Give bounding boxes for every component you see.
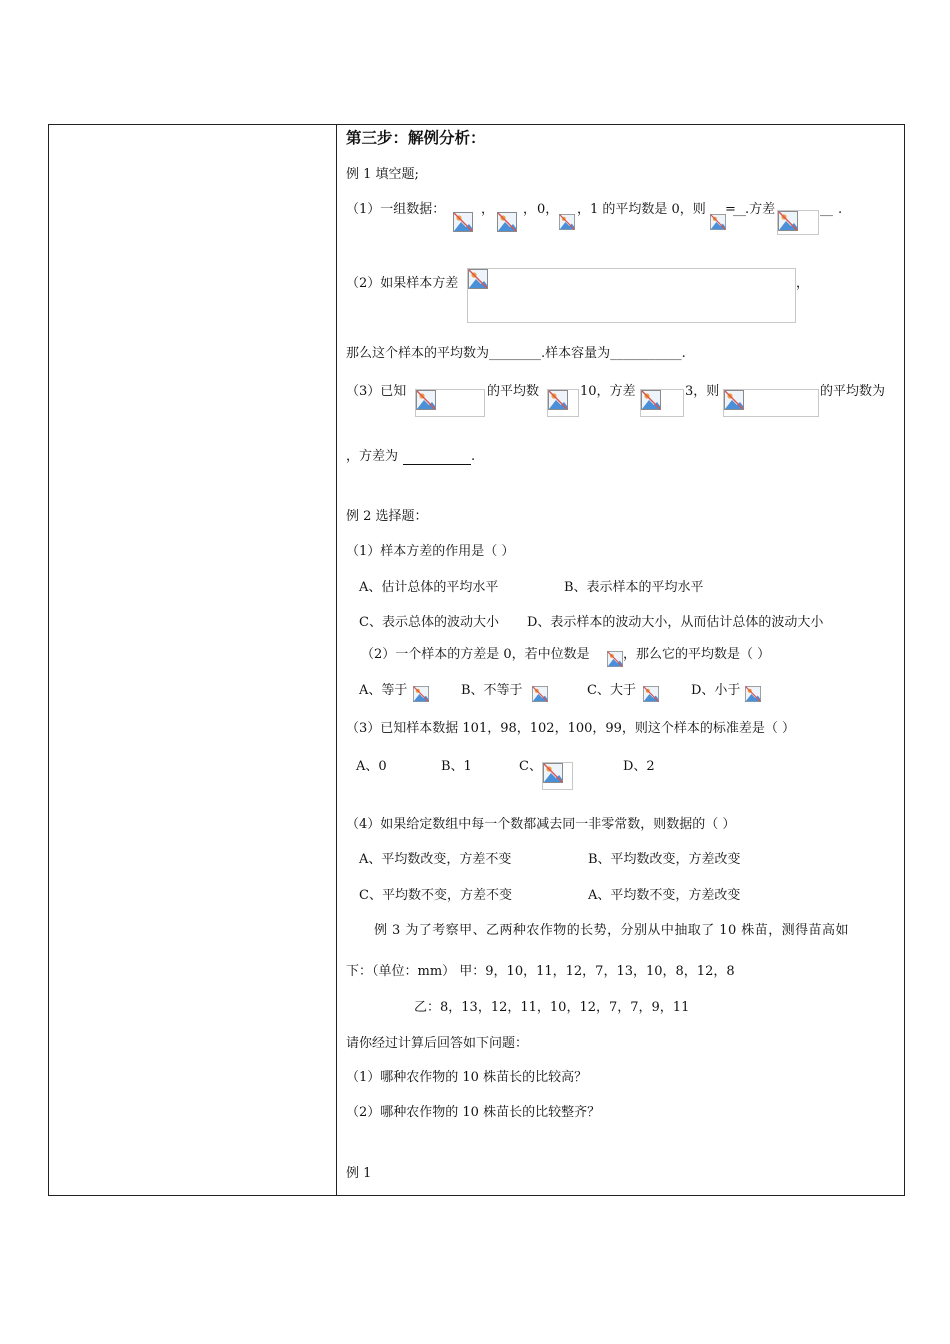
ex2-title: 例 2 选择题： xyxy=(346,509,428,524)
formula-box-large xyxy=(467,268,796,323)
ex2-q1-a: A、估计总体的平均水平 xyxy=(359,580,499,595)
comma-2: ， xyxy=(523,202,537,217)
tail-label: 例 1 xyxy=(346,1166,372,1181)
ex2-q2-stem-pre: （2）一个样本的方差是 0，若中位数是 xyxy=(361,647,590,662)
ex2-q4-a: A、平均数改变，方差不变 xyxy=(359,852,512,867)
ex2-q3-c: C、 xyxy=(519,759,542,774)
ex1-q1-mid: ，1 的平均数是 0，则 xyxy=(577,202,706,217)
line2-end: . xyxy=(471,449,476,464)
ex2-q1-c: C、表示总体的波动大小 xyxy=(359,615,499,630)
formula-box xyxy=(723,389,819,417)
formula-image-icon xyxy=(710,214,726,230)
formula-image-icon xyxy=(724,390,744,410)
ex2-q2-d: D、小于 xyxy=(691,683,741,698)
ex3-q1: （1）哪种农作物的 10 株苗长的比较高？ xyxy=(346,1070,588,1085)
formula-image-icon xyxy=(641,390,661,410)
ex3-line1: 例 3 为了考察甲、乙两种农作物的长势，分别从中抽取了 10 株苗，测得苗高如 xyxy=(374,923,849,938)
formula-image-icon xyxy=(453,212,473,232)
ex1-q2-prefix: （2）如果样本方差 xyxy=(346,276,459,291)
answer-blank-line xyxy=(403,464,471,465)
ex2-q1-stem: （1）样本方差的作用是（ ） xyxy=(346,544,515,559)
zero-value: 0， xyxy=(537,202,559,217)
variance-label: .方差 xyxy=(745,202,776,217)
formula-image-icon xyxy=(413,686,429,702)
formula-image-icon xyxy=(548,390,568,410)
formula-image-icon xyxy=(559,214,575,230)
ex2-q3-b: B、1 xyxy=(441,759,472,774)
formula-image-icon xyxy=(643,686,659,702)
ex2-q3-stem: （3）已知样本数据 101，98，102，100，99，则这个样本的标准差是（ ） xyxy=(346,721,796,736)
formula-image-icon xyxy=(745,686,761,702)
formula-image-icon xyxy=(607,651,623,667)
comma-3: ， xyxy=(796,276,810,291)
formula-box xyxy=(542,762,573,790)
ex2-q1-b: B、表示样本的平均水平 xyxy=(564,580,704,595)
formula-box xyxy=(640,389,684,417)
formula-image-icon xyxy=(543,763,563,783)
three-then: 3，则 xyxy=(685,384,720,399)
mean-label: 的平均数 xyxy=(487,384,540,399)
ex1-q1-prefix: （1）一组数据： xyxy=(346,202,446,217)
ex2-q4-c: C、平均数不变，方差不变 xyxy=(359,888,512,903)
ex2-q3-d: D、2 xyxy=(623,759,655,774)
ex2-q4-d: A、平均数不变，方差改变 xyxy=(588,888,741,903)
ex3-line2: 下：（单位：mm） 甲：9，10，11，12，7，13，10，8，12，8 xyxy=(346,964,735,979)
blank-2: __ xyxy=(820,202,833,217)
ex1-q3-prefix: （3）已知 xyxy=(346,384,407,399)
ex2-q2-b: B、不等于 xyxy=(461,683,523,698)
ex2-q4-stem: （4）如果给定数组中每一个数都减去同一非零常数，则数据的（ ） xyxy=(346,817,736,832)
formula-image-icon xyxy=(497,212,517,232)
ex2-q2-c: C、大于 xyxy=(587,683,636,698)
equals-sign: = xyxy=(725,202,736,217)
ex3-q2: （2）哪种农作物的 10 株苗长的比较整齐？ xyxy=(346,1105,601,1120)
column-divider xyxy=(336,125,337,1195)
blank-1: __ xyxy=(733,202,746,217)
ex3-line3: 乙：8，13，12，11，10，12，7，7，9，11 xyxy=(414,1000,690,1015)
step-title: 第三步：解例分析： xyxy=(346,129,486,147)
formula-box xyxy=(547,389,579,417)
mean-is: 的平均数为 xyxy=(820,384,886,399)
formula-image-icon xyxy=(532,686,548,702)
ex2-q2-a: A、等于 xyxy=(359,683,408,698)
formula-image-icon xyxy=(778,211,798,231)
formula-box xyxy=(777,210,819,235)
ex1-title: 例 1 填空题; xyxy=(346,167,419,182)
formula-box xyxy=(415,389,485,417)
formula-image-icon xyxy=(416,390,436,410)
ten-variance: 10，方差 xyxy=(580,384,636,399)
ex2-q1-d: D、表示样本的波动大小，从而估计总体的波动大小 xyxy=(527,615,824,630)
ex3-prompt: 请你经过计算后回答如下问题： xyxy=(346,1036,529,1051)
ex2-q3-a: A、0 xyxy=(356,759,387,774)
ex1-q2-line2: 那么这个样本的平均数为________.样本容量为___________. xyxy=(346,346,686,361)
ex2-q2-stem-post: ，那么它的平均数是（ ） xyxy=(623,647,771,662)
ex2-q4-b: B、平均数改变，方差改变 xyxy=(588,852,741,867)
ex1-q3-line2: ，方差为 xyxy=(346,449,399,464)
formula-image-icon xyxy=(468,269,488,289)
comma-1: ， xyxy=(481,202,495,217)
end-period: . xyxy=(838,202,843,217)
